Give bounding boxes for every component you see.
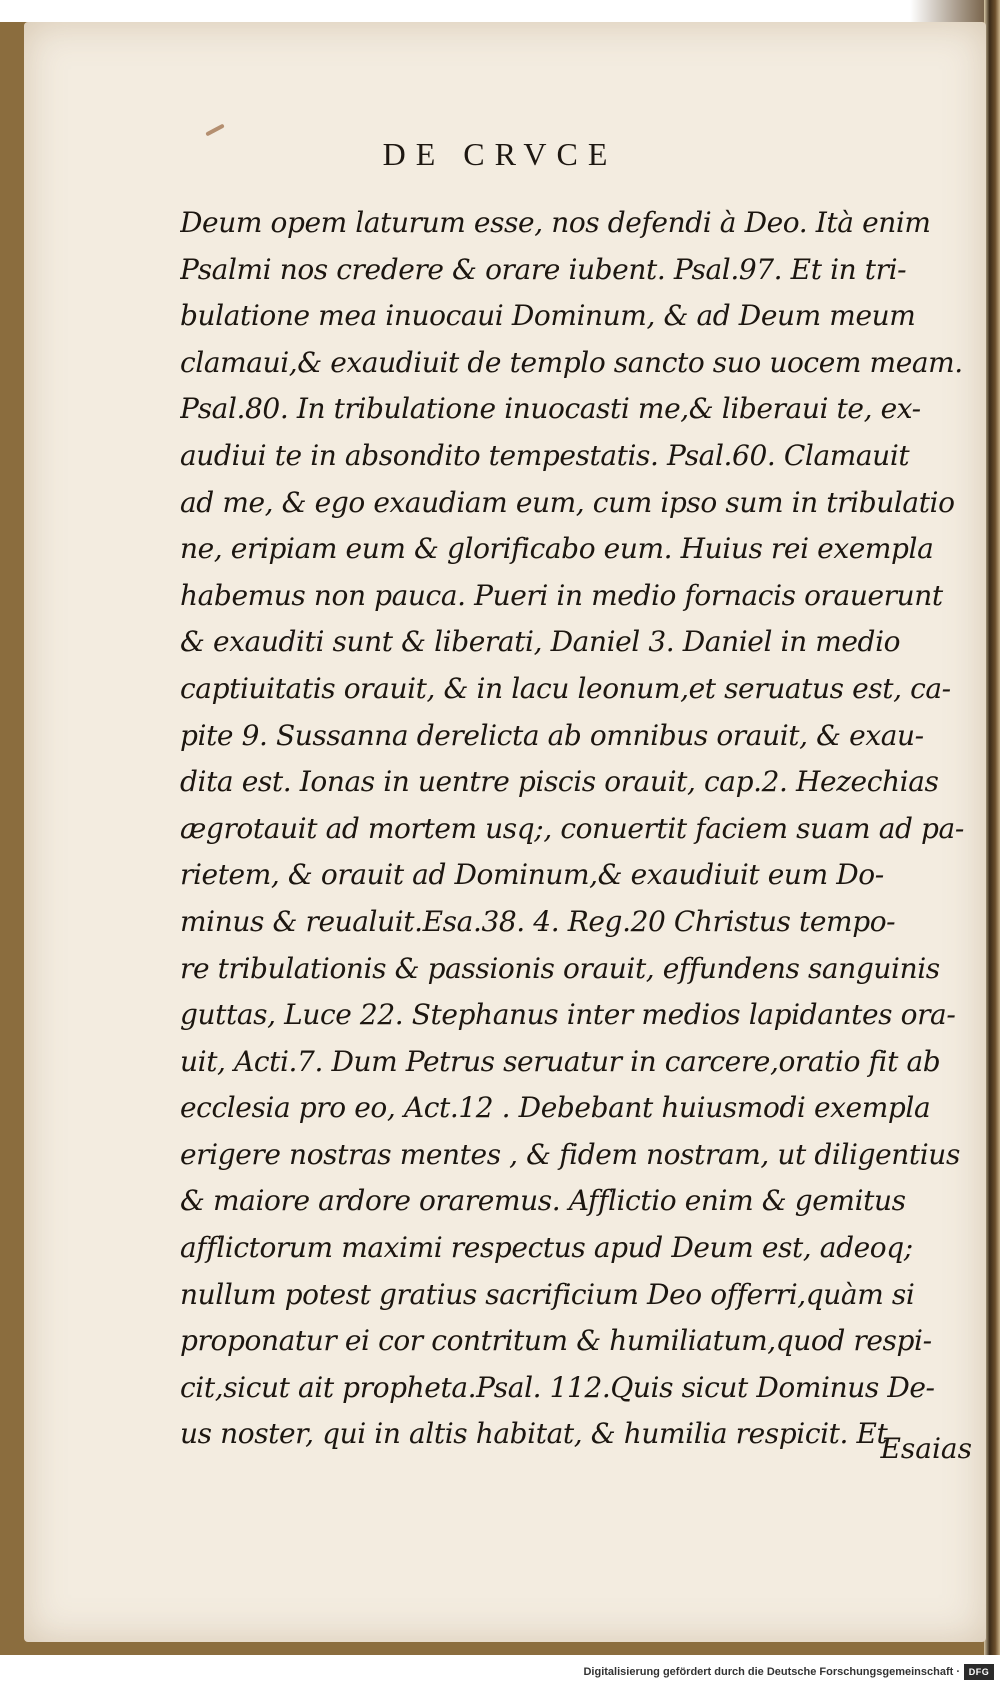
text-line: guttas, Luce 22. Stephanus inter medios lapidantes ora- [180,998,956,1032]
text-line: Psal.80. In tribulatione inuocasti me,& liberaui te, ex- [180,392,921,426]
text-line: minus & reualuit.Esa.38. 4. Reg.20 Christus tempo- [180,904,896,938]
text-line: & exauditi sunt & liberati, Daniel 3. Daniel in medio [180,625,901,659]
book-binding-edge [984,0,1000,1655]
digitization-footer [0,1655,1000,1690]
scan-top-margin [0,0,1000,22]
text-line: Psalmi nos credere & orare iubent. Psal.97. Et in tri- [180,252,907,286]
text-line: captiuitatis orauit, & in lacu leonum,et seruatus est, ca- [180,671,951,705]
text-line: pite 9. Sussanna derelicta ab omnibus orauit, & exau- [180,718,924,752]
text-line: clamaui,& exaudiuit de templo sancto suo uocem meam. [180,345,963,379]
text-line: cit,sicut ait propheta.Psal. 112.Quis sicut Dominus De- [180,1370,935,1404]
text-line: ne, eripiam eum & glorificabo eum. Huius rei exempla [180,532,934,566]
text-line: proponatur ei cor contritum & humiliatum,quod respi- [180,1324,932,1358]
text-line: ægrotauit ad mortem usq;, conuertit faciem suam ad pa- [180,811,964,845]
text-line: re tribulationis & passionis orauit, effundens sanguinis [180,951,940,985]
text-line: nullum potest gratius sacrificium Deo offerri,quàm si [180,1277,915,1311]
footer-credit: Digitalisierung gefördert durch die Deutsche Forschungsgemeinschaft · [583,1666,960,1678]
text-line: bulatione mea inuocaui Dominum, & ad Deum meum [180,299,916,333]
text-line: rietem, & orauit ad Dominum,& exaudiuit eum Do- [180,858,884,892]
text-line: audiui te in absondito tempestatis. Psal.60. Clamauit [180,438,910,472]
running-head: DE CRVCE [382,136,618,172]
text-line: erigere nostras mentes , & fidem nostram, ut diligentius [180,1137,960,1171]
text-line: dita est. Ionas in uentre piscis orauit, cap.2. Hezechias [180,765,939,799]
text-line: us noster, qui in altis habitat, & humilia respicit. Et [180,1417,888,1451]
body-text [180,200,970,1458]
text-line: ad me, & ego exaudiam eum, cum ipso sum in tribulatio [180,485,955,519]
text-line: habemus non pauca. Pueri in medio fornacis orauerunt [180,578,943,612]
text-line: ecclesia pro eo, Act.12 . Debebant huiusmodi exempla [180,1091,931,1125]
catchword: Esaias [880,1432,972,1465]
text-line: & maiore ardore oraremus. Afflictio enim & gemitus [180,1184,906,1218]
text-line: uit, Acti.7. Dum Petrus seruatur in carcere,oratio fit ab [180,1044,941,1078]
text-line: afflictorum maximi respectus apud Deum est, adeoq; [180,1231,913,1265]
dfg-logo: DFG [964,1664,994,1680]
text-line: Deum opem laturum esse, nos defendi à Deo. Ità enim [180,206,931,239]
